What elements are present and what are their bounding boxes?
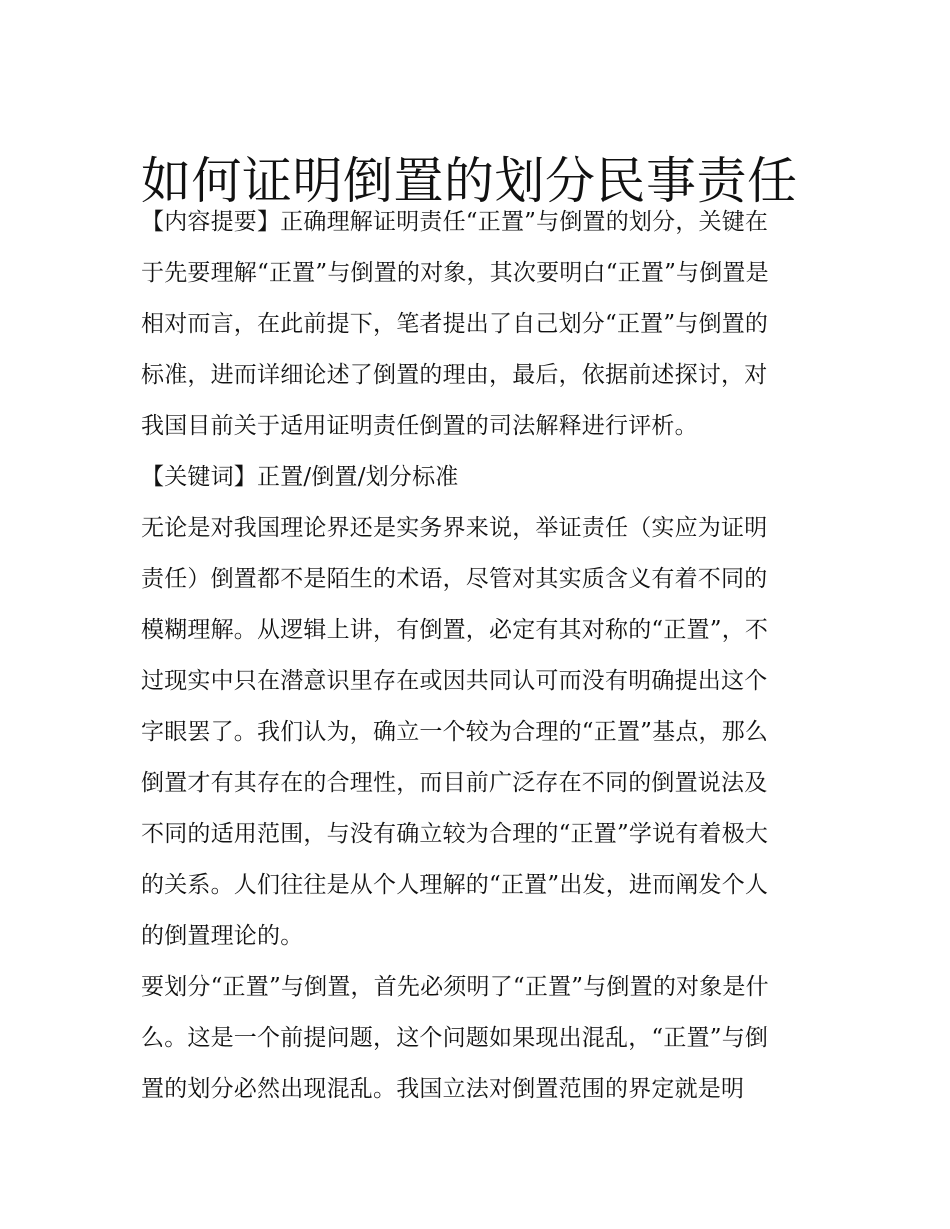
abstract-line-1: 【内容提要】正确理解证明责任“正置”与倒置的划分，关键在 (141, 209, 769, 235)
paragraph-2-line-2: 么。这是一个前提问题，这个问题如果现出混乱，“正置”与倒 (141, 1025, 769, 1051)
keywords-line: 【关键词】正置/倒置/划分标准 (141, 464, 459, 490)
abstract-line-4: 标准，进而详细论述了倒置的理由，最后，依据前述探讨，对 (141, 362, 768, 388)
document-title: 如何证明倒置的划分民事责任 (141, 151, 798, 210)
paragraph-1-line-8: 的关系。人们往往是从个人理解的“正置”出发，进而阐发个人 (141, 872, 769, 898)
paragraph-1-line-7: 不同的适用范围，与没有确立较为合理的“正置”学说有着极大 (141, 821, 769, 847)
paragraph-2-line-1: 要划分“正置”与倒置，首先必须明了“正置”与倒置的对象是什 (141, 974, 769, 1000)
abstract-line-2: 于先要理解“正置”与倒置的对象，其次要明白“正置”与倒置是 (141, 260, 769, 286)
paragraph-1-line-9: 的倒置理论的。 (141, 923, 304, 949)
paragraph-1-line-5: 字眼罢了。我们认为，确立一个较为合理的“正置”基点，那么 (141, 719, 769, 745)
paragraph-1-line-3: 模糊理解。从逻辑上讲，有倒置，必定有其对称的“正置”，不 (141, 617, 769, 643)
paragraph-1-line-4: 过现实中只在潜意识里存在或因共同认可而没有明确提出这个 (141, 668, 768, 694)
paragraph-1-line-2: 责任）倒置都不是陌生的术语，尽管对其实质含义有着不同的 (141, 566, 768, 592)
paragraph-2-line-3: 置的划分必然出现混乱。我国立法对倒置范围的界定就是明 (141, 1076, 745, 1102)
paragraph-1-line-6: 倒置才有其存在的合理性，而目前广泛存在不同的倒置说法及 (141, 770, 768, 796)
abstract-line-3: 相对而言，在此前提下，笔者提出了自己划分“正置”与倒置的 (141, 311, 769, 337)
paragraph-1-line-1: 无论是对我国理论界还是实务界来说，举证责任（实应为证明 (141, 515, 768, 541)
abstract-line-5: 我国目前关于适用证明责任倒置的司法解释进行评析。 (141, 413, 698, 439)
